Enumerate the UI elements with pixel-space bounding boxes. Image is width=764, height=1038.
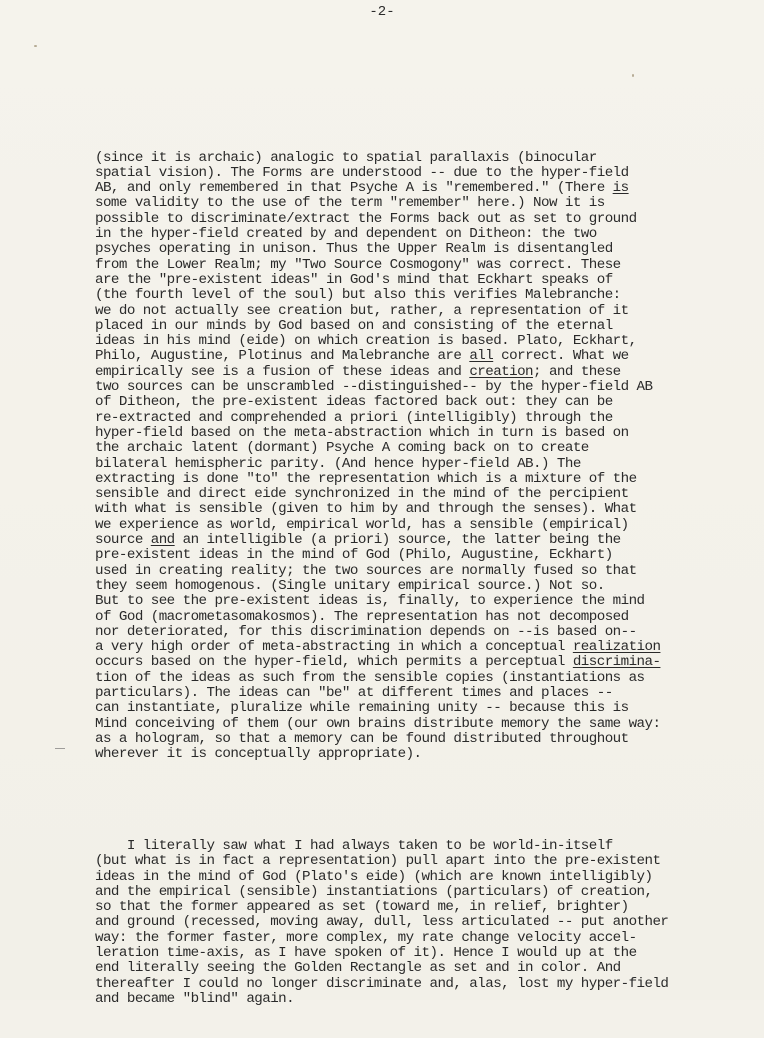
text-segment: in the hyper-field created by and dependent on Ditheon: the two [95,226,597,243]
text-segment: Philo, Augustine, Plotinus and Malebranche are [95,348,470,365]
text-segment: (since it is archaic) analogic to spatial parallaxis (binocular [95,149,597,166]
text-segment: and became "blind" again. [95,990,295,1007]
text-line [95,977,760,992]
text-line [95,273,760,288]
page-number: -2- [369,4,395,20]
text-line [95,349,760,364]
text-line [95,395,760,410]
text-segment: as a hologram, so that a memory can be found distributed throughout [95,730,629,747]
text-segment: Mind conceiving of them (our own brains distribute memory the same way: [95,715,661,732]
text-segment: AB, and only remembered in that Psyche A is "remembered." (There [95,180,613,197]
text-line [95,854,760,869]
text-line [95,181,760,196]
text-segment: ideas in his mind (eide) on which creation is based. Plato, Eckhart, [95,333,637,350]
text-line [95,457,760,472]
text-line [95,625,760,640]
text-segment: re-extracted and comprehended a priori (intelligibly) through the [95,409,613,426]
text-segment: empirically see is a fusion of these ideas and [95,363,470,380]
text-line [95,548,760,563]
text-line [95,870,760,885]
text-line [95,365,760,380]
text-segment: an intelligible (a priori) source, the latter being the [174,532,621,549]
text-line [95,441,760,456]
text-line [95,900,760,915]
text-segment: But to see the pre-existent ideas is, finally, to experience the mind [95,593,645,610]
text-segment: of Ditheon, the pre-existent ideas factored back out: they can be [95,394,613,411]
text-segment: we do not actually see creation but, rather, a representation of it [95,302,629,319]
text-segment: hyper-field based on the meta-abstraction which in turn is based on [95,424,629,441]
text-segment: correct. What we [493,348,629,365]
text-segment: ideas in the mind of God (Plato's eide) (which are known intelligibly) [95,868,653,885]
text-segment: bilateral hemispheric parity. (And hence hyper-field AB.) The [95,455,581,472]
text-segment: and the empirical (sensible) instantiations (particulars) of creation, [95,883,653,900]
text-line [95,411,760,426]
text-segment: tion of the ideas as such from the sensible copies (instantiations as [95,669,645,686]
margin-mark [55,748,65,749]
text-line [95,915,760,930]
text-segment: wherever it is conceptually appropriate). [95,746,422,763]
underlined-word: creation [469,363,534,380]
text-segment: nor deteriorated, for this discrimination depends on --is based on-- [95,623,637,640]
text-line [95,564,760,579]
text-segment: spatial vision). The Forms are understood -- due to the hyper-field [95,164,629,181]
text-segment: thereafter I could no longer discriminate and, alas, lost my hyper-field [95,975,669,992]
text-segment: particulars). The ideas can "be" at different times and places -- [95,684,613,701]
text-line [95,166,760,181]
text-segment: leration time-axis, as I have spoken of it). Hence I would up at the [95,945,637,962]
text-segment: psyches operating in unison. Thus the Upper Realm is disentangled [95,241,613,258]
text-segment: occurs based on the hyper-field, which permits a perceptual [95,654,573,671]
text-line [95,242,760,257]
text-segment: placed in our minds by God based on and consisting of the eternal [95,317,613,334]
text-segment: two sources can be unscrambled --distinguished-- by the hyper-field AB [95,379,653,396]
text-segment: are the "pre-existent ideas" in God's mind that Eckhart speaks of [95,271,613,288]
text-segment: used in creating reality; the two sources are normally fused so that [95,562,637,579]
underlined-word: is [612,180,629,197]
text-line [95,686,760,701]
text-line [95,518,760,533]
text-segment: the archaic latent (dormant) Psyche A coming back on to create [95,440,589,457]
text-segment: a very high order of meta-abstracting in which a conceptual [95,639,573,656]
text-line [95,579,760,594]
underlined-word: discrimina- [572,654,661,671]
text-line [95,487,760,502]
text-line [95,472,760,487]
text-line [95,151,760,166]
text-line [95,885,760,900]
text-segment: (the fourth level of the soul) but also this verifies Malebranche: [95,287,621,304]
text-line [95,594,760,609]
text-line [95,426,760,441]
text-line [95,701,760,716]
text-line [95,319,760,334]
text-segment: extracting is done "to" the representation which is a mixture of the [95,470,637,487]
text-line [95,212,760,227]
text-segment: pre-existent ideas in the mind of God (Philo, Augustine, Eckhart) [95,547,613,564]
text-segment: from the Lower Realm; my "Two Source Cosmogony" was correct. These [95,256,621,273]
text-line [95,304,760,319]
paragraph-1 [95,151,760,763]
text-line [95,732,760,747]
text-line [95,655,760,670]
text-segment: I literally saw what I had always taken to be world-in-itself [95,837,613,854]
text-segment: they seem homogenous. (Single unitary empirical source.) Not so. [95,577,605,594]
text-line [95,839,760,854]
text-segment: sensible and direct eide synchronized in the mind of the percipient [95,486,629,503]
text-segment: ; and these [533,363,621,380]
text-segment: some validity to the use of the term "remember" here.) Now it is [95,195,605,212]
paragraph-2 [95,839,760,1007]
text-line [95,640,760,655]
text-segment: we experience as world, empirical world, has a sensible (empirical) [95,516,629,533]
text-segment: way: the former faster, more complex, my rate change velocity accel- [95,929,637,946]
text-line [95,946,760,961]
text-segment: and ground (recessed, moving away, dull, less articulated -- put another [95,914,669,931]
text-line [95,931,760,946]
typed-text [95,120,760,1038]
text-line [95,717,760,732]
text-segment: so that the former appeared as set (toward me, in relief, brighter) [95,899,629,916]
text-line [95,533,760,548]
text-line [95,196,760,211]
paragraph-gap [95,793,760,808]
text-segment: of God (macrometasomakosmos). The representation has not decomposed [95,608,629,625]
text-line [95,288,760,303]
underlined-word: all [469,348,494,365]
underlined-word: and [150,532,175,549]
text-line [95,258,760,273]
text-line [95,227,760,242]
text-segment: end literally seeing the Golden Rectangle as set and in color. And [95,960,621,977]
text-line [95,671,760,686]
text-line [95,502,760,517]
underlined-word: realization [572,639,661,656]
text-segment: source [95,532,151,549]
text-line [95,610,760,625]
text-segment: (but what is in fact a representation) pull apart into the pre-existent [95,853,661,870]
text-segment: possible to discriminate/extract the Forms back out as set to ground [95,210,637,227]
text-line [95,334,760,349]
text-segment: with what is sensible (given to him by and through the senses). What [95,501,637,518]
text-segment: can instantiate, pluralize while remaining unity -- because this is [95,700,629,717]
text-line [95,380,760,395]
text-line [95,961,760,976]
text-line [95,747,760,762]
